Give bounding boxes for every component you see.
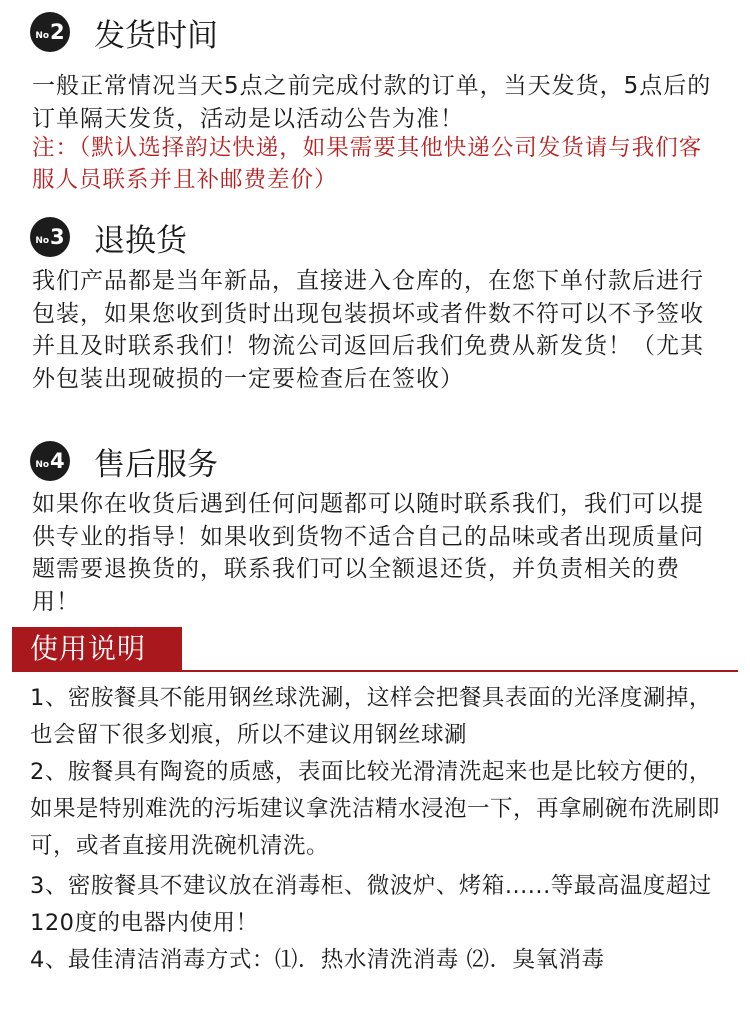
usage-divider (12, 670, 738, 672)
returns-text: 我们产品都是当年新品，直接进入仓库的，在您下单付款后进行包装，如果您收到货时出现包装损坏或者件数不符可以不予签收并且及时联系我们！物流公司返回后我们免费从新发货！（尤其外包装出现破损的一定要检查后在签收） (32, 268, 704, 392)
usage-item-4: 4、最佳清洁消毒方式：⑴．热水清洗消毒 ⑵．臭氧消毒 (30, 947, 605, 973)
shipping-text: 一般正常情况当天5点之前完成付款的订单，当天发货，5点后的订单隔天发货，活动是以活动公告为准！ (32, 73, 712, 132)
badge-number: 2 (50, 19, 65, 44)
section-header-shipping (30, 7, 218, 57)
usage-title-banner: 使用说明 (12, 627, 182, 671)
number-badge (30, 217, 70, 257)
number-badge (30, 441, 70, 481)
usage-item-1: 1、密胺餐具不能用钢丝球洗涮，这样会把餐具表面的光泽度涮掉，也会留下很多划痕，所以不建议用钢丝球涮 (30, 685, 712, 748)
section-title: 发货时间 (94, 17, 218, 54)
badge-no-label: No (35, 30, 50, 41)
section-title: 退换货 (94, 222, 187, 259)
section-title: 售后服务 (94, 446, 218, 483)
badge-number: 4 (50, 448, 65, 473)
usage-item-3: 3、密胺餐具不建议放在消毒柜、微波炉、烤箱......等最高温度超过120度的电器内使用！ (30, 873, 712, 936)
badge-number: 3 (50, 224, 65, 249)
section-header-after-sales (30, 436, 218, 486)
section-header-returns (30, 212, 187, 262)
badge-no-label: No (35, 459, 50, 470)
usage-item-2: 2、胺餐具有陶瓷的质感，表面比较光滑清洗起来也是比较方便的，如果是特别难洗的污垢建议拿洗洁精水浸泡一下，再拿刷碗布洗刷即可，或者直接用洗碗机清洗。 (30, 759, 721, 859)
badge-no-label: No (35, 235, 50, 246)
after-sales-text: 如果你在收货后遇到任何问题都可以随时联系我们，我们可以提供专业的指导！如果收到货物不适合自己的品味或者出现质量问题需要退换货的，联系我们可以全额退还货，并负责相关的费用！ (32, 491, 704, 615)
number-badge (30, 12, 70, 52)
shipping-note: 注：（默认选择韵达快递，如果需要其他快递公司发货请与我们客服人员联系并且补邮费差价） (32, 135, 703, 193)
